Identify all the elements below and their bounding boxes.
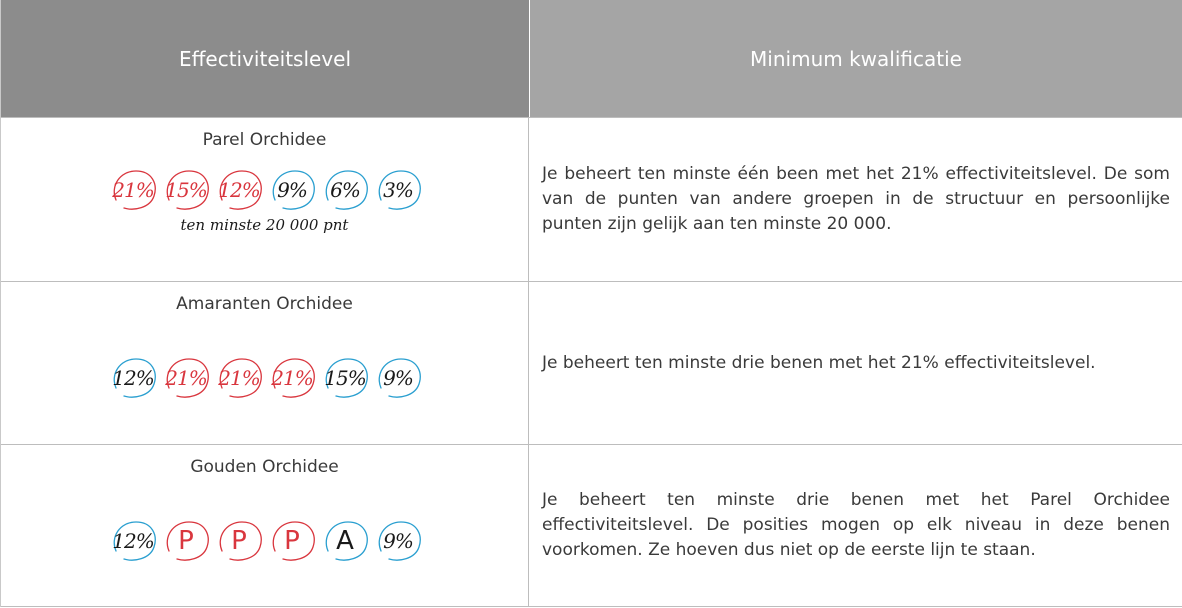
percentage-badge: [371, 517, 426, 565]
level-name: Parel Orchidee: [202, 130, 327, 150]
percentage-badge: [159, 166, 214, 214]
percentage-badge: [212, 166, 267, 214]
table-row-amaranten: [1, 281, 1182, 444]
badge-label: 21%: [165, 366, 207, 390]
badge-label: 21%: [218, 366, 260, 390]
badge-label: 3%: [383, 178, 413, 202]
qualification-text: Je beheert ten minste één been met het 21% effectiviteitslevel. De som van de punten van andere groepen in de structuur en persoonlijke punten zijn gelijk aan ten minste 20 000.: [542, 164, 1170, 234]
badge-label: 15%: [165, 178, 207, 202]
badge-label: 12%: [112, 366, 154, 390]
percentage-badge: [265, 517, 320, 565]
percentage-badge: [371, 166, 426, 214]
percentage-badge: [106, 517, 161, 565]
level-cell: [1, 282, 529, 444]
table-row-gouden: [1, 444, 1182, 607]
qualification-cell: [529, 282, 1182, 444]
badge-label: 9%: [277, 178, 307, 202]
table-header: [1, 0, 1182, 117]
level-name: Gouden Orchidee: [190, 457, 339, 477]
percentage-badge: [265, 166, 320, 214]
badge-group: [106, 166, 424, 214]
percentage-badge: [212, 517, 267, 565]
badge-label: 12%: [112, 529, 154, 553]
percentage-badge: [106, 354, 161, 402]
percentage-badge: [159, 354, 214, 402]
header-effectiveness-level: Effectiviteitslevel: [1, 0, 530, 117]
header-minimum-qualification: Minimum kwalificatie: [530, 0, 1182, 117]
badge-label: 12%: [218, 178, 260, 202]
percentage-badge: [265, 354, 320, 402]
percentage-badge: [371, 354, 426, 402]
level-name: Amaranten Orchidee: [176, 294, 353, 314]
qualification-cell: [529, 445, 1182, 606]
table-row-parel: [1, 117, 1182, 281]
percentage-badge: [318, 517, 373, 565]
badge-label: 21%: [271, 366, 313, 390]
badge-label: 9%: [383, 529, 413, 553]
percentage-badge: [159, 517, 214, 565]
level-cell: [1, 445, 529, 606]
qualification-cell: [529, 118, 1182, 281]
badge-label: P: [231, 526, 247, 556]
badge-label: 6%: [330, 178, 360, 202]
percentage-badge: [106, 166, 161, 214]
badge-label: A: [336, 526, 354, 556]
badge-label: P: [284, 526, 300, 556]
badge-label: 15%: [324, 366, 366, 390]
badge-label: 21%: [112, 178, 154, 202]
points-note: ten minste 20 000 pnt: [180, 216, 349, 234]
qualification-text: Je beheert ten minste drie benen met het 21% effectiviteitslevel.: [542, 352, 1096, 373]
percentage-badge: [318, 166, 373, 214]
badge-label: P: [178, 526, 194, 556]
badge-label: 9%: [383, 366, 413, 390]
percentage-badge: [212, 354, 267, 402]
badge-group: [106, 517, 424, 565]
qualification-text: Je beheert ten minste drie benen met het Parel Orchidee effectiviteitslevel. De posities mogen op elk niveau in deze benen voorkomen. Ze hoeven dus niet op de eerste lijn te staan.: [542, 490, 1170, 560]
percentage-badge: [318, 354, 373, 402]
badge-group: [106, 354, 424, 402]
level-cell: [1, 118, 529, 281]
